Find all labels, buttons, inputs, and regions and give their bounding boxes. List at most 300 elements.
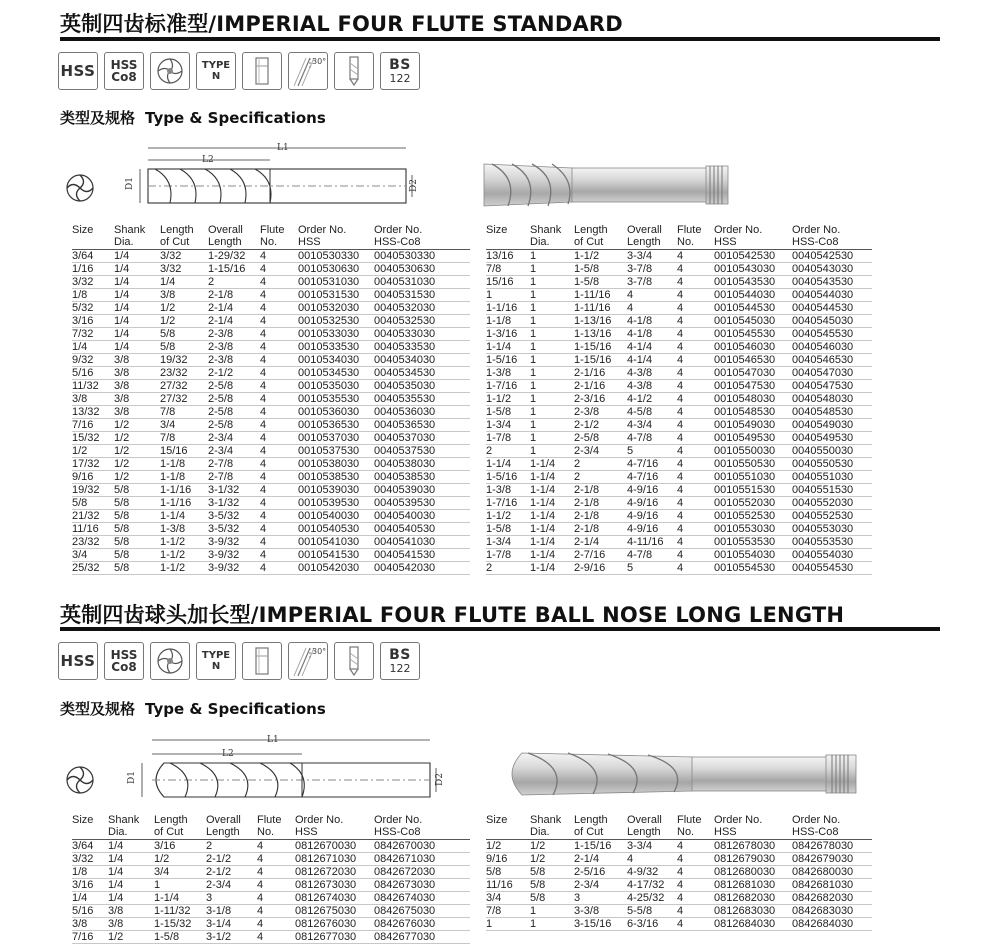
table-cell: 1-7/16 xyxy=(486,497,530,510)
table-cell: 3-1/4 xyxy=(206,918,257,931)
table-cell: 1 xyxy=(530,419,574,432)
table-cell: 1 xyxy=(530,328,574,341)
table-cell: 4 xyxy=(260,419,298,432)
table-cell: 1 xyxy=(154,879,206,892)
section2-rule xyxy=(60,627,940,631)
column-header xyxy=(574,814,627,840)
table-cell: 2-1/4 xyxy=(208,302,260,315)
table-cell: 1-3/8 xyxy=(486,484,530,497)
table-row xyxy=(486,393,872,406)
table-cell: 15/32 xyxy=(72,432,114,445)
table-cell: 4 xyxy=(677,918,714,931)
table-cell: 1-7/8 xyxy=(486,549,530,562)
section1-spec-heading xyxy=(60,107,326,128)
table-cell: 2-5/8 xyxy=(208,380,260,393)
table-row xyxy=(486,840,872,853)
table-cell: 3/8 xyxy=(160,289,208,302)
table-cell: 3/32 xyxy=(72,276,114,289)
table-cell: 1-1/2 xyxy=(486,393,530,406)
table-row xyxy=(72,458,470,471)
table-cell: 3/8 xyxy=(108,905,154,918)
table-cell: 27/32 xyxy=(160,380,208,393)
table-cell: 0010554530 xyxy=(714,562,792,575)
table-cell: 2-1/8 xyxy=(574,510,627,523)
table-cell: 2-3/4 xyxy=(574,879,627,892)
table-cell: 4-1/2 xyxy=(627,393,677,406)
center-cutting-icon xyxy=(334,52,374,90)
table-cell: 0040539530 xyxy=(374,497,470,510)
table-cell: 5/8 xyxy=(114,562,160,575)
table-cell: 2-1/2 xyxy=(208,367,260,380)
table-cell: 0842672030 xyxy=(374,866,470,879)
table-row xyxy=(486,866,872,879)
table-cell: 0040549530 xyxy=(792,432,872,445)
table-cell: 0040540530 xyxy=(374,523,470,536)
column-header-line2: HSS-Co8 xyxy=(374,826,421,838)
table-cell: 1 xyxy=(486,289,530,302)
table-cell: 1 xyxy=(530,432,574,445)
table-row xyxy=(486,484,872,497)
table-cell: 1-1/2 xyxy=(574,250,627,263)
table-cell: 0842679030 xyxy=(792,853,872,866)
column-header-line2: of Cut xyxy=(154,826,184,838)
table-cell: 1-1/16 xyxy=(160,497,208,510)
table-cell: 0040534530 xyxy=(374,367,470,380)
table-cell: 1-11/16 xyxy=(574,289,627,302)
column-header-line1: Length xyxy=(160,224,194,236)
table-cell: 4 xyxy=(677,458,714,471)
table-cell: 4 xyxy=(677,367,714,380)
table-cell: 3/64 xyxy=(72,250,114,263)
table-cell: 0040542030 xyxy=(374,562,470,575)
table-cell: 2-1/4 xyxy=(208,315,260,328)
table-cell: 1/4 xyxy=(72,892,108,905)
table-cell: 0812674030 xyxy=(295,892,374,905)
table-cell: 3/8 xyxy=(114,367,160,380)
column-header-line1: Size xyxy=(486,814,508,826)
svg-text:L1: L1 xyxy=(277,143,289,153)
table-cell: 0842673030 xyxy=(374,879,470,892)
table-cell: 1 xyxy=(530,354,574,367)
table-cell: 4-17/32 xyxy=(627,879,677,892)
table-cell: 4 xyxy=(260,380,298,393)
table-cell: 4 xyxy=(260,276,298,289)
table-cell: 1/2 xyxy=(486,840,530,853)
table-cell: 0842684030 xyxy=(792,918,872,931)
table-cell: 4 xyxy=(677,536,714,549)
column-header-line2 xyxy=(72,236,114,248)
table-cell: 1-5/8 xyxy=(154,931,206,944)
table-cell: 0040536030 xyxy=(374,406,470,419)
column-header xyxy=(627,814,677,840)
table-cell: 0842681030 xyxy=(792,879,872,892)
column-header-line2: Dia. xyxy=(114,236,134,248)
table-cell: 0040531530 xyxy=(374,289,470,302)
table-row xyxy=(486,892,872,905)
table-cell: 2-1/2 xyxy=(574,419,627,432)
table-cell: 4 xyxy=(677,289,714,302)
spec-heading-en: Type & Specifications xyxy=(145,109,326,127)
column-header-line2: No. xyxy=(677,826,695,838)
column-header xyxy=(530,224,574,250)
table-cell: 2-5/8 xyxy=(208,406,260,419)
section1-table-right xyxy=(486,224,872,575)
table-cell: 0010552030 xyxy=(714,497,792,510)
table-cell: 2-1/2 xyxy=(206,853,257,866)
table-row xyxy=(72,289,470,302)
table-header xyxy=(72,814,470,840)
table-cell: 4 xyxy=(260,302,298,315)
table-row xyxy=(72,497,470,510)
table-cell: 1-3/16 xyxy=(486,328,530,341)
table-cell: 4 xyxy=(257,853,295,866)
column-header-line2: HSS xyxy=(714,826,737,838)
table-row xyxy=(72,367,470,380)
table-cell: 19/32 xyxy=(160,354,208,367)
table-cell: 3/32 xyxy=(160,250,208,263)
table-cell: 2-3/4 xyxy=(206,879,257,892)
table-row xyxy=(72,250,470,263)
table-row xyxy=(486,458,872,471)
column-header-line1: Flute xyxy=(677,224,702,236)
column-header xyxy=(114,224,160,250)
table-cell: 1/4 xyxy=(114,315,160,328)
section2-table-left xyxy=(72,814,470,944)
column-header-line1: Size xyxy=(72,224,94,236)
table-cell: 1/4 xyxy=(108,866,154,879)
table-cell: 1/2 xyxy=(154,853,206,866)
table-cell: 1/4 xyxy=(108,853,154,866)
table-cell: 3-1/32 xyxy=(208,484,260,497)
column-header xyxy=(486,224,530,250)
column-header xyxy=(72,224,114,250)
table-cell: 3/32 xyxy=(72,853,108,866)
table-cell: 5/8 xyxy=(530,866,574,879)
table-cell: 1/8 xyxy=(72,289,114,302)
table-row xyxy=(72,354,470,367)
table-cell: 1-15/16 xyxy=(574,840,627,853)
bs-122-icon: BS 122 xyxy=(380,52,420,90)
table-row xyxy=(486,510,872,523)
column-header xyxy=(206,814,257,840)
table-cell: 2-1/2 xyxy=(206,866,257,879)
table-cell: 4 xyxy=(677,341,714,354)
column-header-line2: HSS-Co8 xyxy=(792,826,839,838)
table-cell: 4-1/4 xyxy=(627,341,677,354)
table-cell: 1/4 xyxy=(114,263,160,276)
table-cell: 5/16 xyxy=(72,367,114,380)
table-cell: 3-15/16 xyxy=(574,918,627,931)
table-cell: 1/4 xyxy=(114,328,160,341)
column-header-line1: Overall xyxy=(206,814,241,826)
column-header-line1: Flute xyxy=(257,814,282,826)
table-cell: 4 xyxy=(677,250,714,263)
table-cell: 1-7/16 xyxy=(486,380,530,393)
table-cell: 0812671030 xyxy=(295,853,374,866)
table-cell: 0040551530 xyxy=(792,484,872,497)
table-cell: 0010544530 xyxy=(714,302,792,315)
table-row xyxy=(72,918,470,931)
table-cell: 2-7/8 xyxy=(208,458,260,471)
table-row xyxy=(72,853,470,866)
table-cell: 0842670030 xyxy=(374,840,470,853)
table-cell: 1-5/8 xyxy=(574,276,627,289)
table-cell: 1-1/2 xyxy=(486,510,530,523)
table-cell: 1/4 xyxy=(114,289,160,302)
table-cell: 4 xyxy=(677,484,714,497)
table-cell: 1/2 xyxy=(114,458,160,471)
table-cell: 4-1/4 xyxy=(627,354,677,367)
table-cell: 4 xyxy=(260,510,298,523)
table-cell: 2-1/8 xyxy=(574,523,627,536)
table-cell: 3-5/32 xyxy=(208,510,260,523)
table-cell: 3-9/32 xyxy=(208,536,260,549)
table-row xyxy=(72,302,470,315)
table-cell: 3-7/8 xyxy=(627,276,677,289)
column-header-line1: Order No. xyxy=(714,224,763,236)
table-cell: 0010546030 xyxy=(714,341,792,354)
table-cell: 0040544530 xyxy=(792,302,872,315)
table-cell: 0010532530 xyxy=(298,315,374,328)
type-n-icon: TYPE N xyxy=(196,52,236,90)
end-view-icon xyxy=(67,767,93,793)
column-header-line2 xyxy=(72,826,108,838)
table-cell: 0040537530 xyxy=(374,445,470,458)
table-cell: 0040533530 xyxy=(374,341,470,354)
table-cell: 15/16 xyxy=(486,276,530,289)
table-cell: 0040538030 xyxy=(374,458,470,471)
table-cell: 5/8 xyxy=(160,328,208,341)
table-cell: 1/4 xyxy=(114,276,160,289)
table-cell: 2-1/4 xyxy=(574,536,627,549)
table-cell: 1/2 xyxy=(114,432,160,445)
table-cell: 4-7/8 xyxy=(627,432,677,445)
column-header-line2: Dia. xyxy=(530,826,550,838)
table-cell: 3/16 xyxy=(72,879,108,892)
table-cell: 4 xyxy=(260,549,298,562)
table-cell: 4 xyxy=(257,840,295,853)
table-cell: 0812676030 xyxy=(295,918,374,931)
table-cell: 4 xyxy=(677,497,714,510)
table-cell: 1-1/16 xyxy=(160,484,208,497)
table-row xyxy=(486,523,872,536)
table-cell: 4 xyxy=(677,406,714,419)
table-cell: 1-1/4 xyxy=(486,341,530,354)
table-cell: 0040547030 xyxy=(792,367,872,380)
table-row xyxy=(72,432,470,445)
table-row xyxy=(72,879,470,892)
column-header xyxy=(792,814,872,840)
table-cell: 4 xyxy=(677,419,714,432)
table-cell: 5/8 xyxy=(530,892,574,905)
table-cell: 1-1/8 xyxy=(160,471,208,484)
table-cell: 7/32 xyxy=(72,328,114,341)
table-cell: 4 xyxy=(677,432,714,445)
column-header-line1: Order No. xyxy=(374,814,423,826)
table-cell: 4 xyxy=(257,931,295,944)
column-header-line2: of Cut xyxy=(574,236,604,248)
table-cell: 0010535030 xyxy=(298,380,374,393)
table-cell: 4 xyxy=(677,328,714,341)
column-header-line2 xyxy=(486,826,530,838)
table-cell: 0010552530 xyxy=(714,510,792,523)
table-cell: 2 xyxy=(206,840,257,853)
table-cell: 1-1/8 xyxy=(486,315,530,328)
table-cell: 0812679030 xyxy=(714,853,792,866)
hss-co8-icon: HSS Co8 xyxy=(104,52,144,90)
table-cell: 1 xyxy=(530,380,574,393)
column-header xyxy=(486,814,530,840)
table-cell: 0010532030 xyxy=(298,302,374,315)
table-cell: 4 xyxy=(677,276,714,289)
table-cell: 4-3/4 xyxy=(627,419,677,432)
table-cell: 0040551030 xyxy=(792,471,872,484)
table-header xyxy=(72,224,470,250)
column-header-line2: Length xyxy=(627,236,661,248)
table-row xyxy=(486,471,872,484)
table-cell: 3/4 xyxy=(486,892,530,905)
table-cell: 3-1/2 xyxy=(206,931,257,944)
table-row xyxy=(486,263,872,276)
table-cell: 3-1/8 xyxy=(206,905,257,918)
table-cell: 1/2 xyxy=(530,853,574,866)
table-row xyxy=(486,341,872,354)
table-row xyxy=(72,905,470,918)
table-cell: 2 xyxy=(208,276,260,289)
column-header-line1: Length xyxy=(574,814,608,826)
table-cell: 1-1/8 xyxy=(160,458,208,471)
table-cell: 2-3/4 xyxy=(208,445,260,458)
table-cell: 4 xyxy=(677,866,714,879)
table-cell: 4 xyxy=(677,393,714,406)
table-cell: 0010539530 xyxy=(298,497,374,510)
plain-shank-icon xyxy=(242,642,282,680)
table-row xyxy=(486,918,872,931)
table-cell: 4-5/8 xyxy=(627,406,677,419)
table-cell: 3/8 xyxy=(108,918,154,931)
column-header-line1: Order No. xyxy=(792,814,841,826)
table-cell: 5/8 xyxy=(114,510,160,523)
table-cell: 4 xyxy=(677,471,714,484)
column-header xyxy=(374,224,470,250)
table-row xyxy=(486,536,872,549)
table-cell: 1 xyxy=(530,289,574,302)
table-row xyxy=(486,328,872,341)
table-cell: 2-5/8 xyxy=(208,419,260,432)
table-cell: 9/16 xyxy=(72,471,114,484)
section1-title: 英制四齿标准型/IMPERIAL FOUR FLUTE STANDARD xyxy=(60,12,623,36)
table-cell: 5/8 xyxy=(160,341,208,354)
table-cell: 2-1/8 xyxy=(574,484,627,497)
table-cell: 0010548030 xyxy=(714,393,792,406)
table-cell: 2-5/16 xyxy=(574,866,627,879)
table-cell: 2-7/16 xyxy=(574,549,627,562)
table-cell: 4-3/8 xyxy=(627,367,677,380)
bs-122-icon: BS 122 xyxy=(380,642,420,680)
table-cell: 3/8 xyxy=(114,406,160,419)
table-cell: 2-1/8 xyxy=(574,497,627,510)
table-cell: 4 xyxy=(257,905,295,918)
table-cell: 0010540530 xyxy=(298,523,374,536)
table-cell: 0010553030 xyxy=(714,523,792,536)
section1-rule xyxy=(60,37,940,41)
column-header-line2: of Cut xyxy=(160,236,190,248)
table-cell: 4 xyxy=(677,510,714,523)
table-cell: 19/32 xyxy=(72,484,114,497)
column-header xyxy=(160,224,208,250)
table-row xyxy=(486,302,872,315)
column-header-line1: Length xyxy=(154,814,188,826)
table-cell: 5/8 xyxy=(486,866,530,879)
svg-text:30°: 30° xyxy=(312,57,326,66)
table-cell: 0812678030 xyxy=(714,840,792,853)
table-cell: 4 xyxy=(677,892,714,905)
column-header-line2: HSS xyxy=(295,826,318,838)
table-cell: 3-7/8 xyxy=(627,263,677,276)
table-cell: 1-15/16 xyxy=(208,263,260,276)
section2-technical-drawing xyxy=(60,730,450,810)
table-cell: 1-1/4 xyxy=(530,536,574,549)
table-cell: 4 xyxy=(260,562,298,575)
table-row xyxy=(72,840,470,853)
table-cell: 1 xyxy=(530,302,574,315)
table-cell: 1/4 xyxy=(114,250,160,263)
table-cell: 4 xyxy=(627,302,677,315)
table-cell: 1-5/8 xyxy=(574,263,627,276)
table-cell: 1/4 xyxy=(114,341,160,354)
table-row xyxy=(486,905,872,918)
table-cell: 1-1/4 xyxy=(486,458,530,471)
table-cell: 4 xyxy=(260,250,298,263)
column-header-line1: Order No. xyxy=(714,814,763,826)
table-cell: 0040550530 xyxy=(792,458,872,471)
section2-icon-row xyxy=(58,642,420,682)
table-cell: 0010540030 xyxy=(298,510,374,523)
table-cell: 0040554530 xyxy=(792,562,872,575)
table-cell: 0040548030 xyxy=(792,393,872,406)
table-cell: 2-3/8 xyxy=(208,341,260,354)
table-cell: 4-11/16 xyxy=(627,536,677,549)
table-cell: 1-13/16 xyxy=(574,315,627,328)
table-row xyxy=(486,853,872,866)
spec-heading-en: Type & Specifications xyxy=(145,700,326,718)
table-row xyxy=(72,315,470,328)
table-cell: 2 xyxy=(574,458,627,471)
svg-text:D2: D2 xyxy=(409,179,419,192)
table-cell: 0010545030 xyxy=(714,315,792,328)
table-cell: 0010531530 xyxy=(298,289,374,302)
table-row xyxy=(72,536,470,549)
spec-heading-cn: 类型及规格 xyxy=(60,109,136,127)
table-cell: 4 xyxy=(677,879,714,892)
table-cell: 5/8 xyxy=(530,879,574,892)
table-cell: 4 xyxy=(260,315,298,328)
table-cell: 1-15/16 xyxy=(574,354,627,367)
table-cell: 1/2 xyxy=(114,445,160,458)
table-cell: 1-5/16 xyxy=(486,471,530,484)
table-cell: 0040536530 xyxy=(374,419,470,432)
column-header xyxy=(677,224,714,250)
table-cell: 27/32 xyxy=(160,393,208,406)
table-cell: 3/32 xyxy=(160,263,208,276)
table-cell: 7/16 xyxy=(72,419,114,432)
svg-text:L2: L2 xyxy=(222,749,234,759)
table-cell: 21/32 xyxy=(72,510,114,523)
section2-title: 英制四齿球头加长型/IMPERIAL FOUR FLUTE BALL NOSE LONG LENGTH xyxy=(60,603,845,627)
column-header-line2: Dia. xyxy=(108,826,128,838)
table-row xyxy=(486,380,872,393)
table-row xyxy=(486,354,872,367)
